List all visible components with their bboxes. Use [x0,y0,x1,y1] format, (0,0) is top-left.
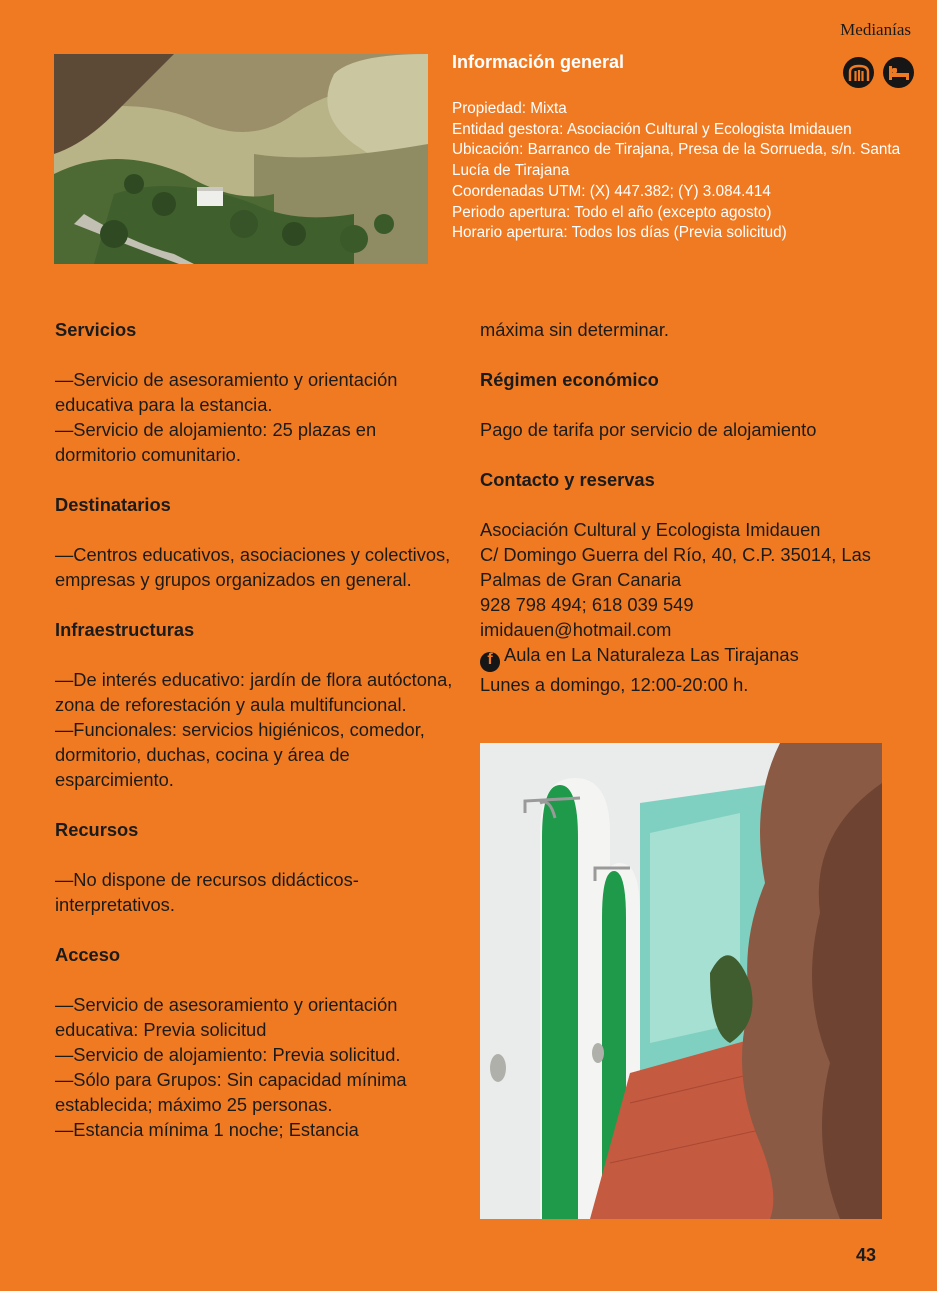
destinatarios-item: —Centros educativos, asociaciones y colectivos, empresas y grupos organizados en general. [55,544,451,590]
left-column [55,317,460,1142]
general-info [452,52,912,244]
regimen-heading: Régimen económico [480,369,659,390]
info-line: Periodo apertura: Todo el año (excepto agosto) [452,203,772,221]
contact-phones: 928 798 494; 618 039 549 [480,594,694,615]
regimen-text: Pago de tarifa por servicio de alojamiento [480,419,817,440]
contact-org: Asociación Cultural y Ecologista Imidauen [480,519,821,540]
info-line: Ubicación: Barranco de Tirajana, Presa de la Sorrueda, s/n. Santa Lucía de Tirajana [452,141,901,180]
infraestructuras-heading: Infraestructuras [55,619,195,640]
servicios-heading: Servicios [55,319,137,340]
info-line: Entidad gestora: Asociación Cultural y Ecologista Imidauen [452,120,852,138]
contact-address: C/ Domingo Guerra del Río, 40, C.P. 35014, Las Palmas de Gran Canaria [480,544,871,590]
destinatarios-heading: Destinatarios [55,494,171,515]
acceso-heading: Acceso [55,944,121,965]
contacto-heading: Contacto y reservas [480,469,655,490]
facebook-page[interactable]: Aula en La Naturaleza Las Tirajanas [504,644,799,665]
info-line: Horario apertura: Todos los días (Previa solicitud) [452,224,787,242]
infraestructuras-item: —Funcionales: servicios higiénicos, comedor, dormitorio, duchas, cocina y área de esparcimiento. [55,719,425,790]
contact-facebook[interactable] [480,642,900,672]
info-line: Propiedad: Mixta [452,100,567,117]
showers-photo [480,743,882,1219]
recursos-item: —No dispone de recursos didácticos-interpretativos. [55,869,359,915]
acceso-item: —Servicio de asesoramiento y orientación educativa: Previa solicitud [55,994,398,1040]
servicios-item: —Servicio de asesoramiento y orientación educativa para la estancia. [55,369,398,415]
acceso-item: —Estancia mínima 1 noche; Estancia [55,1119,359,1140]
facebook-icon: f [480,652,500,672]
general-info-title: Información general [452,52,625,72]
acceso-item: —Sólo para Grupos: Sin capacidad mínima establecida; máximo 25 personas. [55,1069,407,1115]
section-label: Medianías [840,20,911,39]
acceso-item: —Servicio de alojamiento: Previa solicitud. [55,1044,401,1065]
acceso-continuation: máxima sin determinar. [480,319,669,340]
contact-hours: Lunes a domingo, 12:00-20:00 h. [480,674,749,695]
recursos-heading: Recursos [55,819,139,840]
infraestructuras-item: —De interés educativo: jardín de flora autóctona, zona de reforestación y aula multifuncional. [55,669,453,715]
servicios-item: —Servicio de alojamiento: 25 plazas en dormitorio comunitario. [55,419,377,465]
contact-email[interactable]: imidauen@hotmail.com [480,619,672,640]
right-column [480,317,900,697]
page-number: 43 [856,1245,877,1265]
info-line: Coordenadas UTM: (X) 447.382; (Y) 3.084.414 [452,182,771,200]
ravine-landscape-photo [54,54,428,264]
